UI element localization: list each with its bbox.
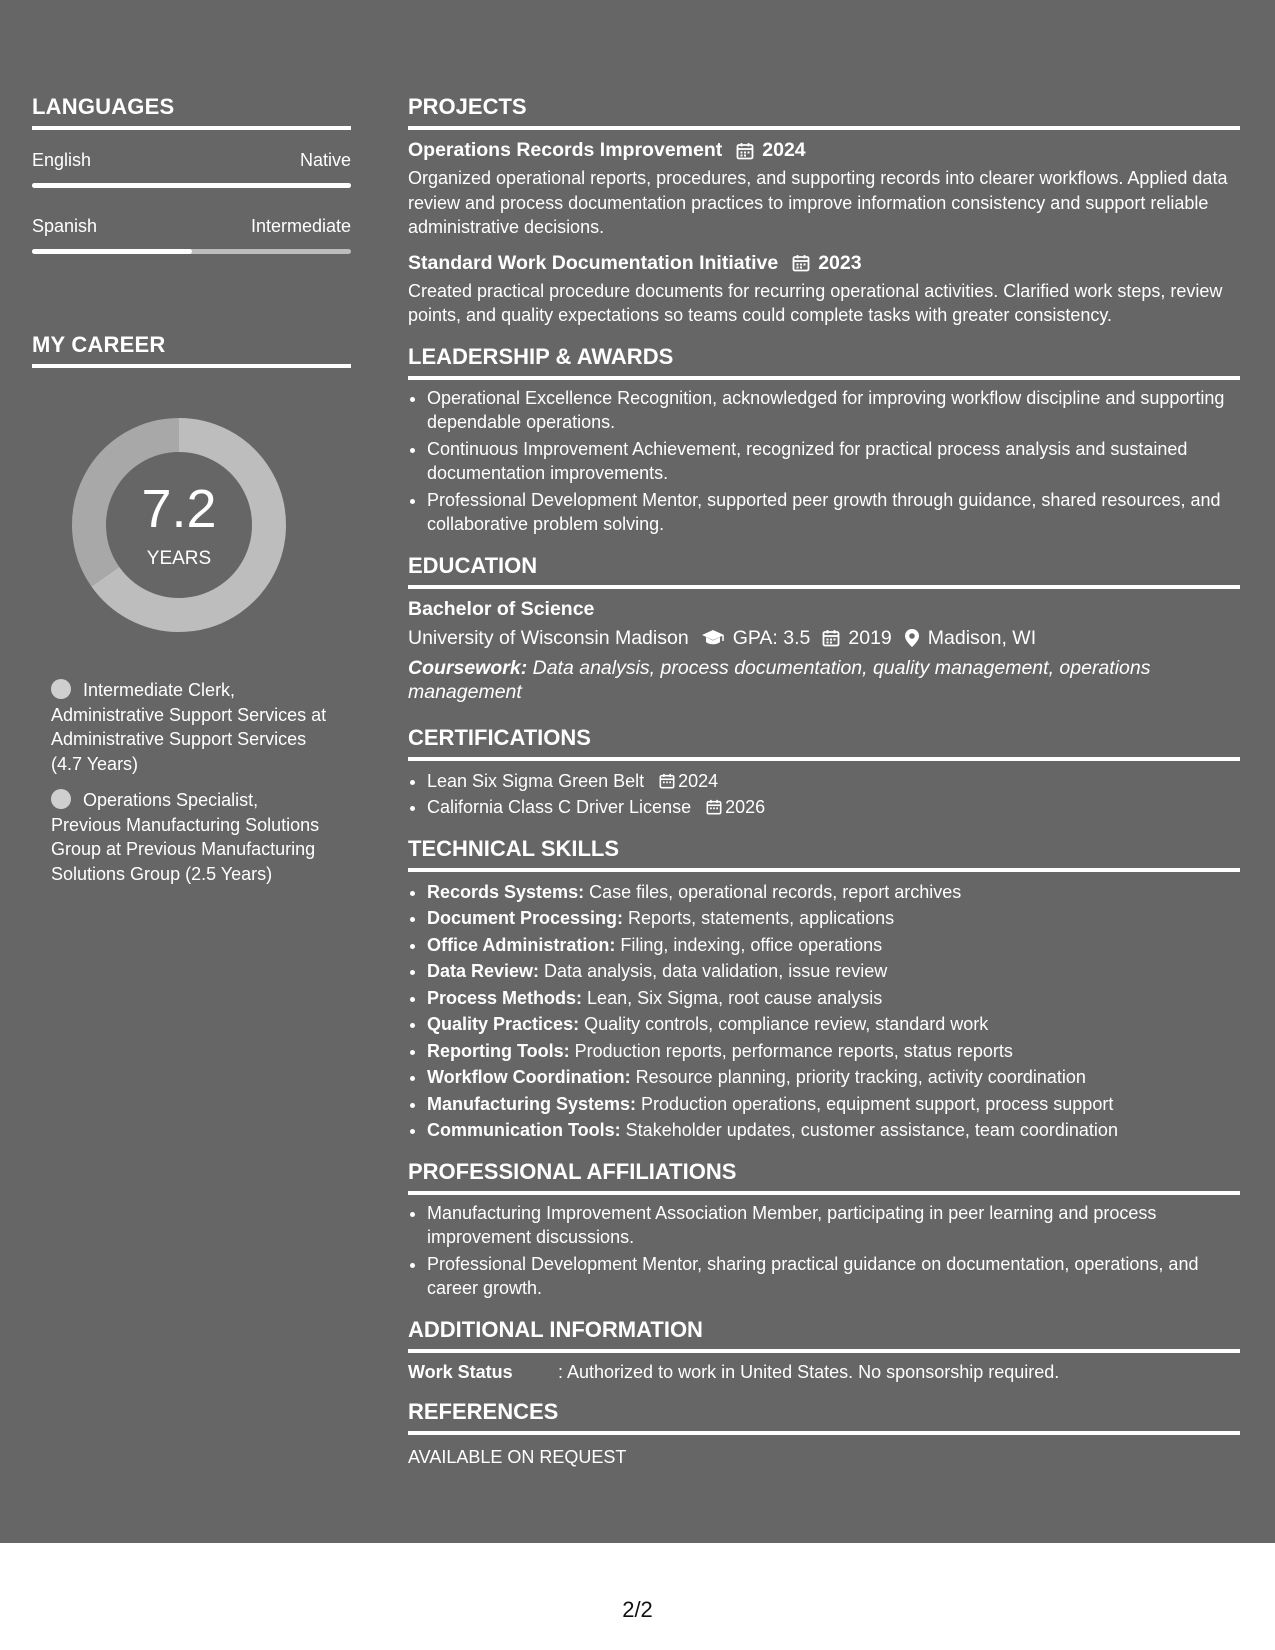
career-dot-icon xyxy=(51,789,71,809)
skill-item xyxy=(427,1118,1240,1143)
education-gpa: GPA: 3.5 xyxy=(732,626,811,649)
career-item xyxy=(51,678,331,776)
work-status-value: : Authorized to work in United States. No sponsorship required. xyxy=(558,1361,1060,1382)
certification-name: California Class C Driver License xyxy=(427,797,692,817)
affiliation-item: • Manufacturing Improvement Association Member, participating in peer learning and process improvement discussions. xyxy=(427,1201,1240,1250)
skill-item xyxy=(427,906,1240,931)
skill-value: Stakeholder updates, customer assistance, team coordination xyxy=(620,1120,1118,1140)
project-year: 2023 xyxy=(818,251,862,274)
leadership-title: LEADERSHIP & AWARDS xyxy=(408,344,1240,380)
certification-item xyxy=(427,769,1240,794)
education-coursework xyxy=(408,656,1240,705)
project-year: 2024 xyxy=(762,139,806,161)
project-name: Operations Records Improvement xyxy=(408,139,723,161)
additional-title: ADDITIONAL INFORMATION xyxy=(408,1317,1240,1353)
leadership-list xyxy=(408,386,1240,537)
leadership-item: • Operational Excellence Recognition, acknowledged for improving workflow discipline and supporting dependable operations. xyxy=(427,386,1240,435)
skills-title: TECHNICAL SKILLS xyxy=(408,836,1240,872)
language-level-bar xyxy=(32,183,351,188)
career-dot-icon xyxy=(51,679,71,699)
affiliations-list xyxy=(408,1201,1240,1301)
skill-label: Quality Practices: xyxy=(427,1014,580,1034)
affiliations-title: PROFESSIONAL AFFILIATIONS xyxy=(408,1159,1240,1195)
language-level-fill xyxy=(32,183,351,188)
skill-value: Resource planning, priority tracking, activity coordination xyxy=(630,1067,1086,1087)
language-item xyxy=(32,216,351,254)
work-status-row xyxy=(408,1362,1240,1383)
additional-section xyxy=(408,1317,1240,1383)
skill-value: Case files, operational records, report archives xyxy=(584,881,962,902)
work-status-label: Work Status xyxy=(408,1361,513,1382)
skill-value: Production operations, equipment support, process support xyxy=(636,1093,1114,1114)
projects-title: PROJECTS xyxy=(408,94,1240,130)
certification-item xyxy=(427,795,1240,820)
certifications-list xyxy=(408,769,1240,820)
project-heading xyxy=(408,139,1240,162)
education-year: 2019 xyxy=(848,626,892,649)
skill-item xyxy=(427,986,1240,1011)
skill-value: Production reports, performance reports, status reports xyxy=(569,1040,1013,1061)
certifications-title: CERTIFICATIONS xyxy=(408,725,1240,761)
affiliations-section xyxy=(408,1159,1240,1301)
education-section xyxy=(408,553,1240,705)
calendar-icon xyxy=(736,142,754,160)
skill-label: Records Systems: xyxy=(427,881,585,902)
skill-label: Reporting Tools: xyxy=(427,1040,570,1061)
career-years-label: YEARS xyxy=(146,548,212,569)
references-section xyxy=(408,1399,1240,1468)
skill-label: Process Methods: xyxy=(427,987,583,1008)
skill-item xyxy=(427,1039,1240,1064)
graduation-cap-icon xyxy=(701,629,725,647)
left-column xyxy=(32,94,351,898)
leadership-section xyxy=(408,344,1240,537)
skill-value: Data analysis, data validation, issue review xyxy=(539,961,888,981)
education-school: University of Wisconsin Madison xyxy=(408,626,689,649)
certifications-section xyxy=(408,725,1240,820)
skills-list xyxy=(408,880,1240,1143)
language-name: English xyxy=(32,150,92,170)
skills-section xyxy=(408,836,1240,1143)
certification-year: 2026 xyxy=(725,797,766,817)
affiliation-item: • Professional Development Mentor, sharing practical guidance on documentation, operations, and career growth. xyxy=(427,1252,1240,1301)
career-donut xyxy=(66,412,292,638)
project-description: Organized operational reports, procedures, and supporting records into clearer workflows. Applied data review and process documentation practices to improve information consistency and support reliable administrative decisions. xyxy=(408,168,1228,237)
references-title: REFERENCES xyxy=(408,1399,1240,1435)
coursework-text: Data analysis, process documentation, quality management, operations management xyxy=(408,656,1151,703)
language-name: Spanish xyxy=(32,216,98,236)
coursework-label: Coursework: xyxy=(408,656,528,679)
skill-label: Workflow Coordination: xyxy=(427,1067,631,1087)
skill-value: Reports, statements, applications xyxy=(623,908,895,928)
language-level-bar xyxy=(32,249,351,254)
page-number: 2/2 xyxy=(622,1597,653,1622)
career-item xyxy=(51,788,331,886)
career-list xyxy=(51,678,331,886)
skill-value: Lean, Six Sigma, root cause analysis xyxy=(582,987,883,1008)
map-pin-icon xyxy=(904,628,920,648)
leadership-item: • Professional Development Mentor, supported peer growth through guidance, shared resources, and collaborative problem solving. xyxy=(427,488,1240,537)
language-row xyxy=(32,216,351,237)
skill-label: Office Administration: xyxy=(427,934,616,955)
certification-name: Lean Six Sigma Green Belt xyxy=(427,770,645,791)
skill-item xyxy=(427,959,1240,984)
career-years-value: 7.2 xyxy=(141,479,217,539)
language-level-fill xyxy=(32,249,192,254)
project-name: Standard Work Documentation Initiative xyxy=(408,251,779,274)
skill-value: Filing, indexing, office operations xyxy=(615,934,883,955)
skill-value: Quality controls, compliance review, standard work xyxy=(579,1014,989,1034)
leadership-item: • Continuous Improvement Achievement, recognized for practical process analysis and sustained documentation improvements. xyxy=(427,437,1240,486)
project-description: Created practical procedure documents for recurring operational activities. Clarified work steps, review points, and quality expectations so teams could complete tasks with greater consistency. xyxy=(408,280,1223,325)
calendar-icon xyxy=(706,799,722,815)
skill-label: Communication Tools: xyxy=(427,1120,621,1140)
skill-label: Document Processing: xyxy=(427,908,624,928)
calendar-icon xyxy=(659,773,675,789)
skill-label: Data Review: xyxy=(427,961,540,981)
skill-item xyxy=(427,933,1240,958)
skill-label: Manufacturing Systems: xyxy=(427,1093,637,1114)
career-title: MY CAREER xyxy=(32,332,351,368)
education-degree: Bachelor of Science xyxy=(408,597,595,620)
projects-section xyxy=(408,94,1240,328)
project-heading xyxy=(408,252,1240,275)
language-level: Intermediate xyxy=(250,216,351,236)
skill-item xyxy=(427,1012,1240,1037)
skill-item xyxy=(427,1065,1240,1090)
skill-item xyxy=(427,1092,1240,1117)
language-level: Native xyxy=(299,150,351,170)
education-details xyxy=(408,627,1240,650)
education-title: EDUCATION xyxy=(408,553,1240,589)
education-location: Madison, WI xyxy=(927,626,1037,649)
career-item-text: Intermediate Clerk, Administrative Support Services at Administrative Support Services (4.7 Years) xyxy=(51,680,327,774)
certification-year: 2024 xyxy=(678,770,719,791)
skill-item xyxy=(427,880,1240,905)
language-row xyxy=(32,150,351,171)
right-column xyxy=(408,94,1240,1468)
calendar-icon xyxy=(792,254,810,272)
languages-title: LANGUAGES xyxy=(32,94,351,130)
career-item-text: Operations Specialist, Previous Manufacturing Solutions Group at Previous Manufacturing Solutions Group (2.5 Years) xyxy=(51,790,320,884)
calendar-icon xyxy=(822,629,840,647)
references-text: AVAILABLE ON REQUEST xyxy=(408,1446,627,1467)
language-item xyxy=(32,150,351,188)
